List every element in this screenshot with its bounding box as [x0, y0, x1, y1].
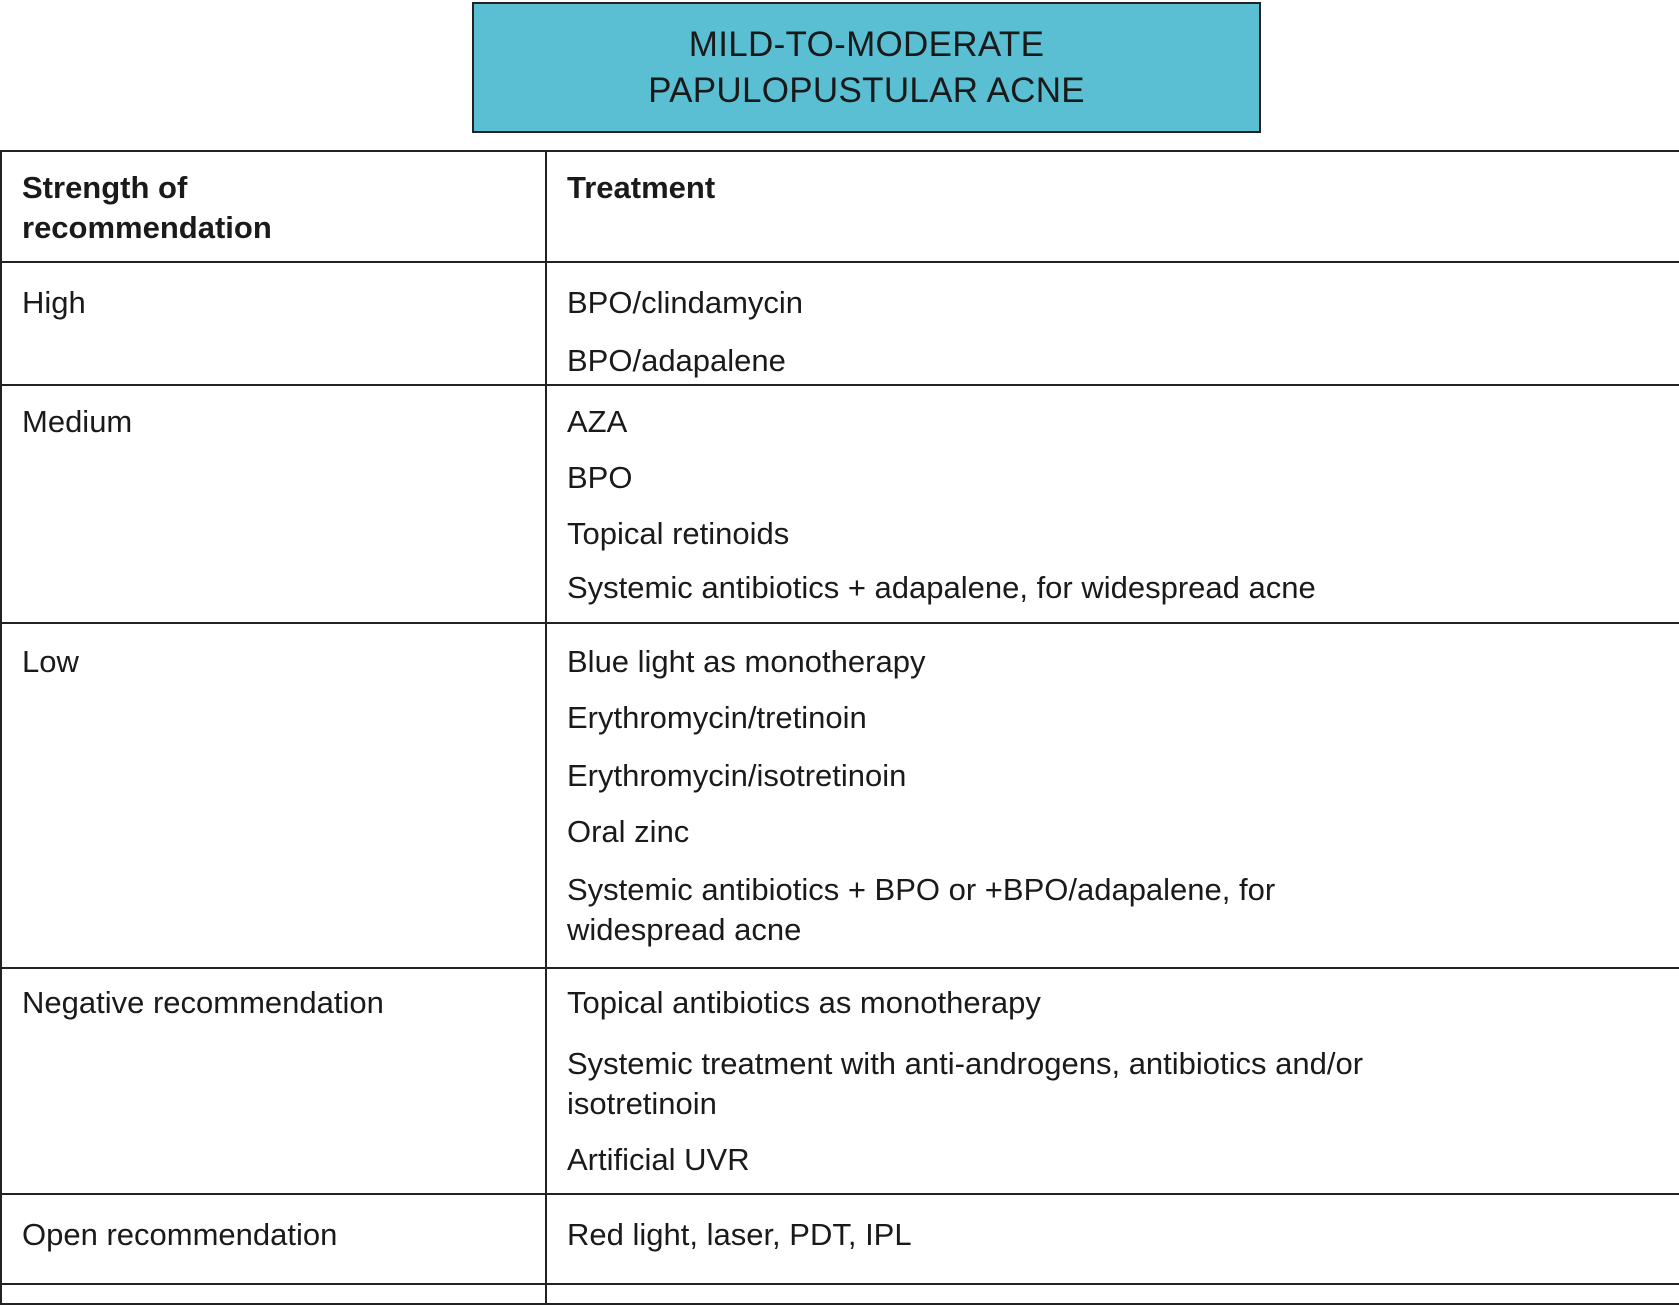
treatment-item: Blue light as monotherapy: [567, 644, 926, 679]
treatment-cell: [546, 262, 1679, 385]
treatment-cell: [546, 1194, 1679, 1284]
treatment-item: Erythromycin/isotretinoin: [567, 758, 907, 793]
continuation-cell: [546, 1284, 1679, 1304]
strength-cell: [1, 1194, 546, 1284]
table-row-continuation: [1, 1284, 1679, 1304]
table-row-low: [1, 623, 1679, 968]
strength-cell: [1, 385, 546, 623]
table-row-open: [1, 1194, 1679, 1284]
treatment-item: Topical antibiotics as monotherapy: [567, 985, 1041, 1020]
treatment-item: BPO/adapalene: [567, 343, 786, 378]
strength-label: Negative recommendation: [22, 985, 384, 1020]
title-line-2: PAPULOPUSTULAR ACNE: [648, 70, 1085, 110]
treatment-item: Systemic antibiotics + BPO or +BPO/adapalene, for widespread acne: [567, 872, 1276, 947]
table-header-row: [1, 151, 1679, 262]
table-row-negative: [1, 968, 1679, 1194]
table-row-medium: [1, 385, 1679, 623]
strength-label: Open recommendation: [22, 1217, 338, 1252]
header-treatment: Treatment: [546, 151, 1679, 262]
treatment-item: Oral zinc: [567, 814, 690, 849]
strength-label: Low: [22, 644, 79, 679]
recommendation-table: [0, 150, 1679, 1305]
treatment-cell: [546, 968, 1679, 1194]
title-box: [472, 2, 1261, 133]
strength-cell: [1, 968, 546, 1194]
strength-cell: [1, 623, 546, 968]
title-line-1: MILD-TO-MODERATE: [688, 24, 1045, 64]
treatment-item: Red light, laser, PDT, IPL: [567, 1217, 912, 1252]
treatment-item: BPO: [567, 460, 633, 495]
strength-label: Medium: [22, 404, 133, 439]
table-row-high: [1, 262, 1679, 385]
strength-label: High: [22, 285, 86, 320]
treatment-item: AZA: [567, 404, 628, 439]
treatment-cell: [546, 385, 1679, 623]
treatment-item: Topical retinoids: [567, 516, 790, 551]
continuation-cell: [1, 1284, 546, 1304]
treatment-item: Artificial UVR: [567, 1142, 750, 1177]
treatment-item: Systemic antibiotics + adapalene, for widespread acne: [567, 570, 1316, 605]
treatment-item: Erythromycin/tretinoin: [567, 700, 867, 735]
treatment-cell: [546, 623, 1679, 968]
header-strength: Strength of recommendation: [1, 151, 546, 262]
strength-cell: [1, 262, 546, 385]
treatment-item: BPO/clindamycin: [567, 285, 804, 320]
treatment-item: Systemic treatment with anti-androgens, antibiotics and/or isotretinoin: [567, 1046, 1364, 1121]
